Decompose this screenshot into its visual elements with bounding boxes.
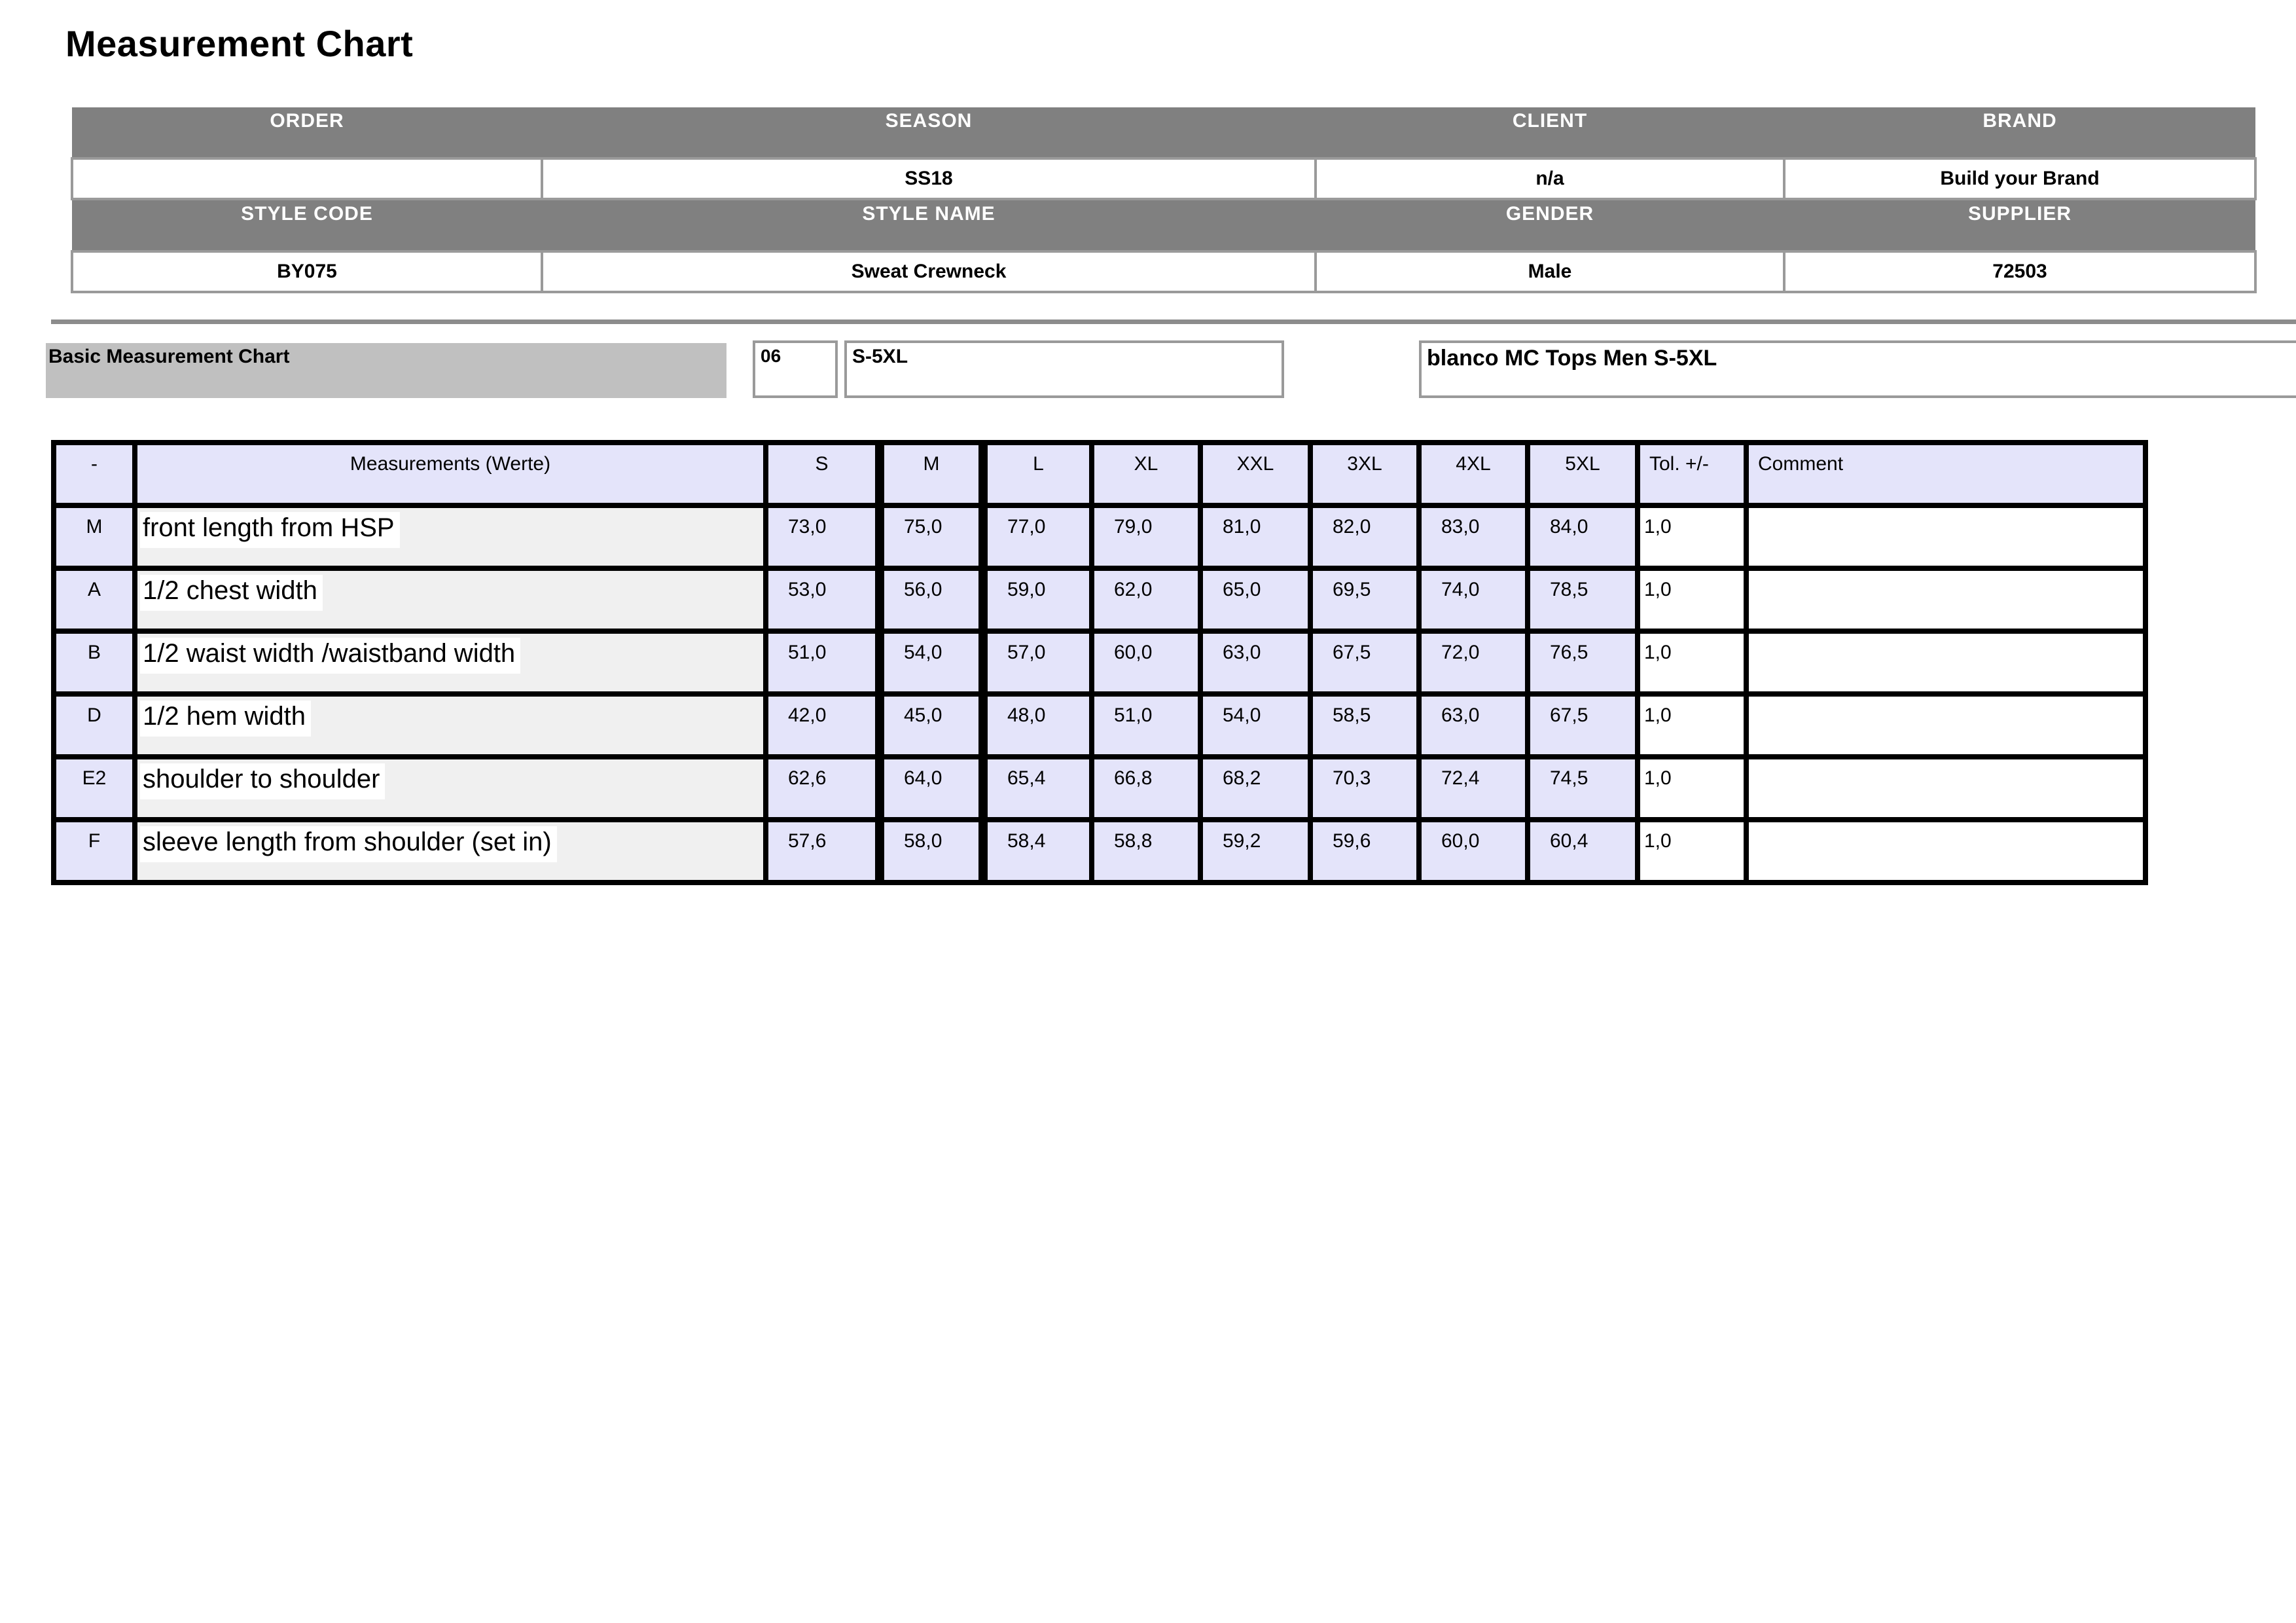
client-value: n/a <box>1316 158 1784 199</box>
size-value: 53,0 <box>766 568 880 631</box>
measurement-name: front length from HSP <box>140 512 400 548</box>
measurement-name: 1/2 chest width <box>140 575 323 611</box>
size-value: 77,0 <box>983 505 1092 568</box>
comment-cell <box>1746 757 2145 820</box>
comment-cell <box>1746 694 2145 757</box>
tolerance-value: 1,0 <box>1638 820 1746 883</box>
size-value: 67,5 <box>1528 694 1638 757</box>
size-value: 84,0 <box>1528 505 1638 568</box>
chart-code-field: 06 <box>753 340 838 398</box>
size-value: 73,0 <box>766 505 880 568</box>
style-code-value: BY075 <box>72 251 542 292</box>
header-tolerance: Tol. +/- <box>1638 443 1746 505</box>
season-label: SEASON <box>542 107 1316 158</box>
order-label: ORDER <box>72 107 542 158</box>
chart-description-field: blanco MC Tops Men S-5XL <box>1419 340 2296 398</box>
measurement-code: F <box>54 820 135 883</box>
size-value: 65,0 <box>1200 568 1310 631</box>
table-row <box>54 757 2145 820</box>
comment-cell <box>1746 505 2145 568</box>
measurement-name-cell <box>135 757 766 820</box>
size-value: 59,6 <box>1310 820 1419 883</box>
size-value: 48,0 <box>983 694 1092 757</box>
brand-value: Build your Brand <box>1784 158 2255 199</box>
measurement-code: M <box>54 505 135 568</box>
section-divider <box>51 319 2296 324</box>
size-value: 51,0 <box>766 631 880 694</box>
header-comment: Comment <box>1746 443 2145 505</box>
size-value: 60,0 <box>1419 820 1528 883</box>
header-size-s: S <box>766 443 880 505</box>
measurement-name-cell <box>135 505 766 568</box>
size-range-field: S-5XL <box>844 340 1284 398</box>
gender-value: Male <box>1316 251 1784 292</box>
tolerance-value: 1,0 <box>1638 631 1746 694</box>
measurement-name-cell <box>135 631 766 694</box>
header-size-3xl: 3XL <box>1310 443 1419 505</box>
size-value: 83,0 <box>1419 505 1528 568</box>
size-value: 65,4 <box>983 757 1092 820</box>
size-value: 68,2 <box>1200 757 1310 820</box>
size-value: 62,0 <box>1092 568 1200 631</box>
client-label: CLIENT <box>1316 107 1784 158</box>
header-row <box>54 443 2145 505</box>
tolerance-value: 1,0 <box>1638 757 1746 820</box>
order-value <box>72 158 542 199</box>
measurement-rows <box>54 505 2145 883</box>
header-size-l: L <box>983 443 1092 505</box>
gender-label: GENDER <box>1316 199 1784 251</box>
header-measurement: Measurements (Werte) <box>135 443 766 505</box>
measurement-code: D <box>54 694 135 757</box>
size-value: 78,5 <box>1528 568 1638 631</box>
size-value: 69,5 <box>1310 568 1419 631</box>
header-size-xl: XL <box>1092 443 1200 505</box>
size-value: 57,0 <box>983 631 1092 694</box>
supplier-value: 72503 <box>1784 251 2255 292</box>
measurement-code: A <box>54 568 135 631</box>
size-value: 58,0 <box>880 820 983 883</box>
page-title: Measurement Chart <box>65 23 414 64</box>
size-value: 58,4 <box>983 820 1092 883</box>
supplier-label: SUPPLIER <box>1784 199 2255 251</box>
size-value: 75,0 <box>880 505 983 568</box>
style-code-label: STYLE CODE <box>72 199 542 251</box>
size-value: 72,0 <box>1419 631 1528 694</box>
header-size-5xl: 5XL <box>1528 443 1638 505</box>
size-value: 45,0 <box>880 694 983 757</box>
size-value: 67,5 <box>1310 631 1419 694</box>
size-value: 59,2 <box>1200 820 1310 883</box>
measurement-code: B <box>54 631 135 694</box>
table-row <box>54 631 2145 694</box>
measurement-name: shoulder to shoulder <box>140 763 385 799</box>
size-value: 66,8 <box>1092 757 1200 820</box>
style-info-table <box>71 107 2257 293</box>
size-value: 64,0 <box>880 757 983 820</box>
comment-cell <box>1746 820 2145 883</box>
table-row <box>54 820 2145 883</box>
measurement-name: sleeve length from shoulder (set in) <box>140 826 557 862</box>
measurement-name-cell <box>135 694 766 757</box>
size-value: 81,0 <box>1200 505 1310 568</box>
measurement-name: 1/2 waist width /waistband width <box>140 638 520 674</box>
size-value: 58,8 <box>1092 820 1200 883</box>
size-value: 42,0 <box>766 694 880 757</box>
header-size-xxl: XXL <box>1200 443 1310 505</box>
tolerance-value: 1,0 <box>1638 694 1746 757</box>
style-name-value: Sweat Crewneck <box>542 251 1316 292</box>
size-value: 62,6 <box>766 757 880 820</box>
chart-type-label: Basic Measurement Chart <box>46 343 726 398</box>
tolerance-value: 1,0 <box>1638 505 1746 568</box>
size-value: 74,5 <box>1528 757 1638 820</box>
size-value: 58,5 <box>1310 694 1419 757</box>
size-value: 82,0 <box>1310 505 1419 568</box>
size-value: 59,0 <box>983 568 1092 631</box>
table-row <box>54 505 2145 568</box>
size-value: 60,4 <box>1528 820 1638 883</box>
measurement-name-cell <box>135 820 766 883</box>
comment-cell <box>1746 631 2145 694</box>
table-row <box>54 694 2145 757</box>
style-name-label: STYLE NAME <box>542 199 1316 251</box>
header-code: - <box>54 443 135 505</box>
header-size-m: M <box>880 443 983 505</box>
size-value: 74,0 <box>1419 568 1528 631</box>
size-value: 51,0 <box>1092 694 1200 757</box>
size-value: 54,0 <box>880 631 983 694</box>
size-value: 79,0 <box>1092 505 1200 568</box>
tolerance-value: 1,0 <box>1638 568 1746 631</box>
size-value: 70,3 <box>1310 757 1419 820</box>
size-value: 56,0 <box>880 568 983 631</box>
size-value: 63,0 <box>1419 694 1528 757</box>
measurement-name: 1/2 hem width <box>140 701 311 737</box>
measurement-code: E2 <box>54 757 135 820</box>
season-value: SS18 <box>542 158 1316 199</box>
measurement-name-cell <box>135 568 766 631</box>
measurement-table <box>51 440 2148 885</box>
header-size-4xl: 4XL <box>1419 443 1528 505</box>
size-value: 76,5 <box>1528 631 1638 694</box>
size-value: 72,4 <box>1419 757 1528 820</box>
brand-label: BRAND <box>1784 107 2255 158</box>
size-value: 60,0 <box>1092 631 1200 694</box>
size-value: 63,0 <box>1200 631 1310 694</box>
table-row <box>54 568 2145 631</box>
size-value: 57,6 <box>766 820 880 883</box>
size-value: 54,0 <box>1200 694 1310 757</box>
comment-cell <box>1746 568 2145 631</box>
